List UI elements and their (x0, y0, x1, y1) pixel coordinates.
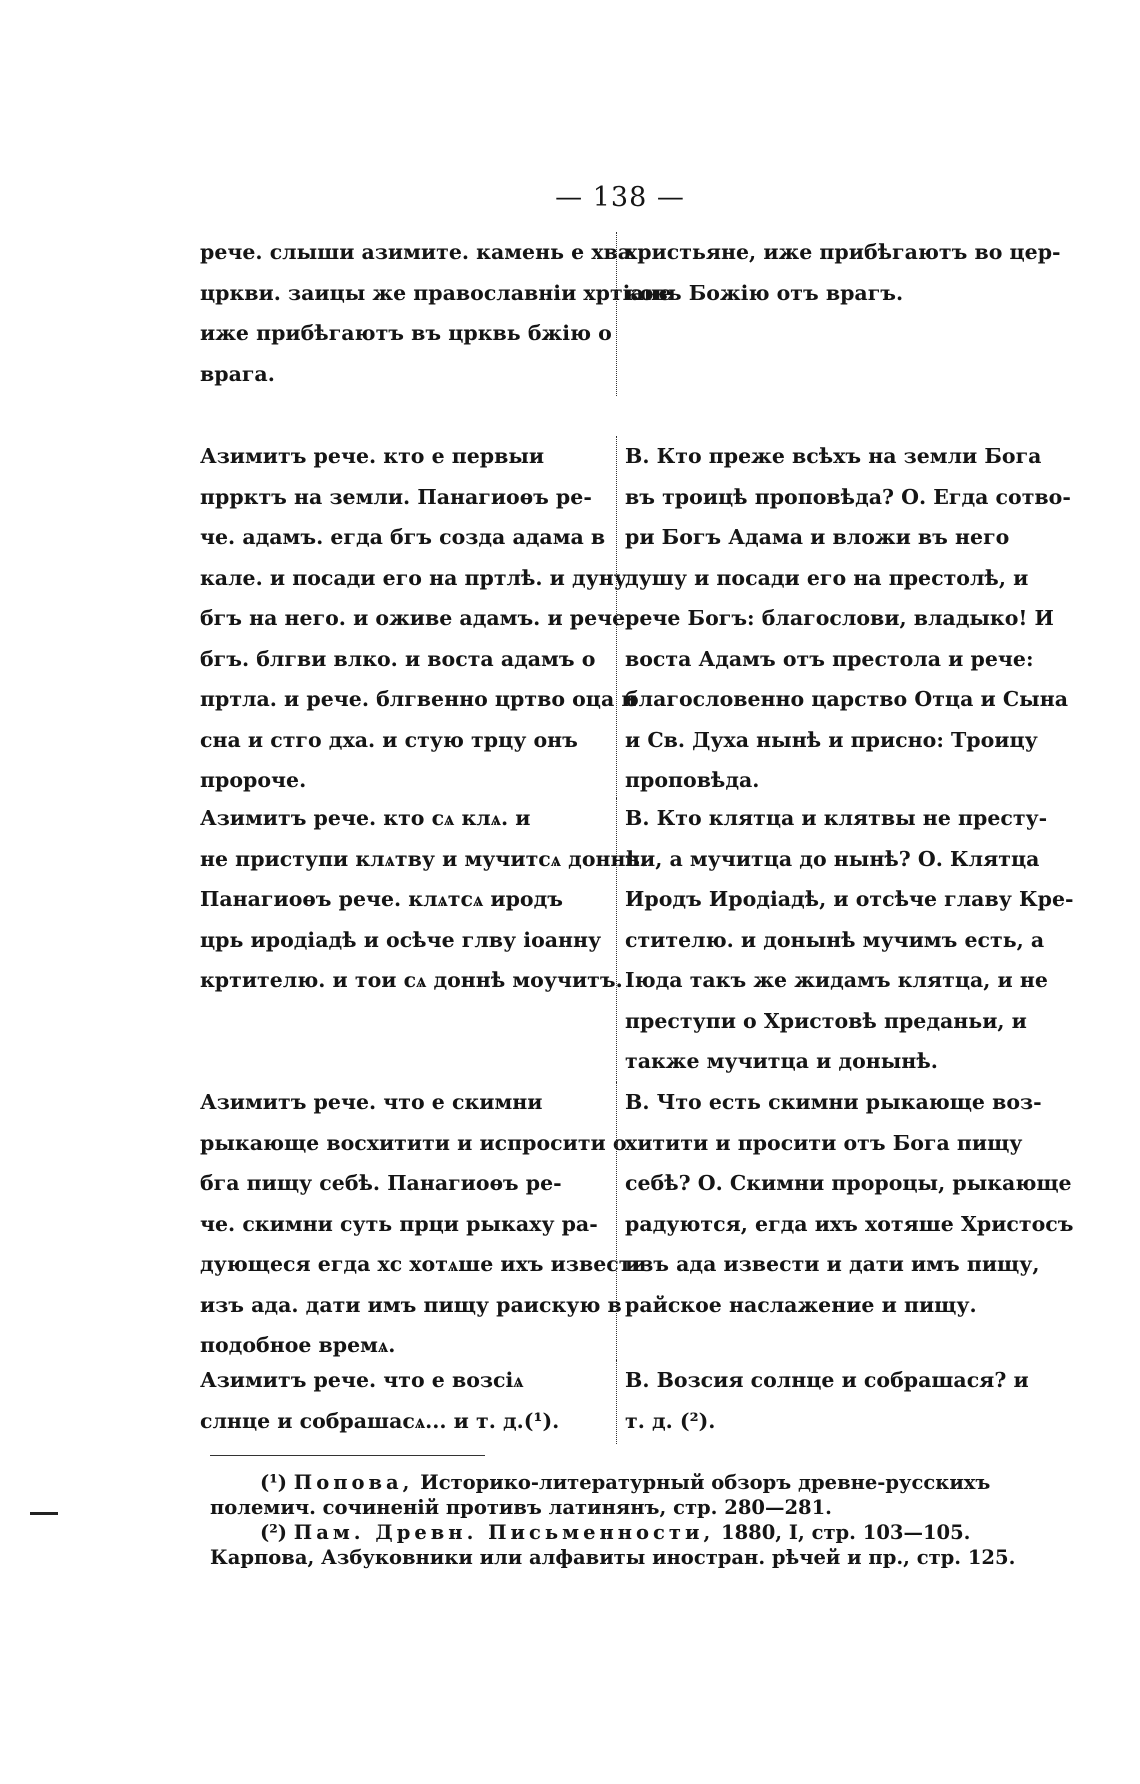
text-line: ковь Божію отъ врагъ. (625, 280, 904, 305)
text-line: кале. и посади его на пртлѣ. и дуну (200, 565, 627, 590)
text-line: че. скимни суть прци рыкаху ра- (200, 1211, 598, 1236)
translation-column (625, 1082, 1074, 1325)
text-line: В. Возсия солнце и собрашася? и (625, 1368, 1029, 1392)
old-text-column (200, 232, 672, 394)
text-line: ри Богъ Адама и вложи въ него (625, 525, 1010, 549)
text-line: дующеся егда хс хотѧше ихъ извести (200, 1252, 647, 1276)
text-line: бгъ на него. и оживе адамъ. и рече (200, 606, 626, 630)
old-text-column (200, 436, 637, 801)
text-line: црь иродіадѣ и осѣче глву іоанну (200, 927, 602, 952)
text-line: душу и посади его на престолѣ, и (625, 565, 1029, 590)
footnote-1 (210, 1470, 1030, 1520)
text-line: В. Кто клятца и клятвы не престу- (625, 806, 1048, 830)
text-section-5 (0, 1360, 1140, 1444)
text-line: иже прибѣгаютъ въ црквь бжію о (200, 321, 612, 345)
text-line: Іюда такъ же жидамъ клятца, и не (625, 968, 1048, 992)
text-section-1 (0, 232, 1140, 396)
footnote-marker: (¹) (260, 1471, 287, 1494)
text-line: себѣ? О. Скимни пророцы, рыкающе (625, 1171, 1072, 1195)
text-line: Азимитъ рече. что е скимни (200, 1090, 543, 1114)
text-line: пртла. и рече. блгвенно цртво оца и (200, 687, 637, 711)
text-line: кртителю. и тои сѧ доннѣ моучитъ. (200, 968, 623, 992)
text-line: рыкающе восхитити и испросити о (200, 1130, 627, 1155)
footnote-text: Историко-литературный обзоръ древне-русскихъ полемич. сочиненій противъ латинянъ, стр. 280—281. (210, 1471, 991, 1519)
text-line: благословенно царство Отца и Сына (625, 687, 1068, 711)
text-line: слнце и собрашасѧ... и т. д.(¹). (200, 1408, 560, 1433)
column-divider (616, 798, 617, 1084)
text-line: В. Что есть скимни рыкающе воз- (625, 1090, 1042, 1114)
text-line: бга пищу себѣ. Панагиоѳъ ре- (200, 1171, 562, 1195)
text-line: цркви. заицы же православніи хртіане (200, 280, 672, 305)
text-line: райское наслажение и пищу. (625, 1292, 977, 1317)
text-line: че. адамъ. егда бгъ созда адама в (200, 525, 606, 549)
text-line: Панагиоѳъ рече. клѧтсѧ иродъ (200, 887, 563, 911)
page-number: — 138 — (555, 182, 685, 213)
translation-column (625, 798, 1074, 1082)
old-text-column (200, 798, 648, 1001)
text-section-4 (0, 1082, 1140, 1368)
text-line: Азимитъ рече. кто е первыи (200, 444, 545, 468)
translation-column (625, 232, 1061, 313)
text-line: рече Богъ: благослови, владыко! И (625, 606, 1054, 630)
text-line: пррктъ на земли. Панагиоѳъ ре- (200, 484, 592, 509)
text-line: рече. слыши азимите. камень е хва (200, 240, 632, 264)
text-line: пророче. (200, 768, 307, 792)
footnote-marker: (²) (260, 1521, 287, 1544)
text-line: В. Кто преже всѣхъ на земли Бога (625, 444, 1042, 468)
footnote-author: Попова, (293, 1471, 414, 1494)
column-divider (616, 436, 617, 802)
translation-column (625, 1360, 1029, 1441)
text-line: бгъ. блгви влко. и воста адамъ о (200, 646, 596, 671)
text-line: христьяне, иже прибѣгаютъ во цер- (625, 240, 1061, 264)
text-line: врага. (200, 361, 275, 386)
text-line: проповѣда. (625, 768, 760, 792)
text-line: стителю. и донынѣ мучимъ есть, а (625, 927, 1045, 952)
column-divider (616, 232, 617, 396)
text-line: въ троицѣ проповѣда? О. Егда сотво- (625, 484, 1071, 509)
footnotes (210, 1470, 1030, 1570)
text-line: изъ ада. дати имъ пищу раискую в (200, 1292, 622, 1317)
old-text-column (200, 1360, 610, 1441)
text-section-3 (0, 798, 1140, 1084)
text-line: и Св. Духа нынѣ и присно: Троицу (625, 727, 1038, 752)
text-section-2 (0, 436, 1140, 802)
text-line: т. д. (²). (625, 1408, 716, 1433)
footnote-text: 1880, I, стр. 103—105. Карпова, Азбуковники или алфавиты иностран. рѣчей и пр., стр. 125. (210, 1521, 1016, 1569)
margin-dash (30, 1512, 58, 1515)
footnote-2 (210, 1520, 1030, 1570)
column-divider (616, 1360, 617, 1444)
text-line: не приступи клѧтву и мучитсѧ доннѣ. (200, 846, 648, 871)
text-line: такжe мучитца и донынѣ. (625, 1049, 938, 1073)
text-line: преступи о Христовѣ преданьи, и (625, 1008, 1027, 1033)
text-line: хитити и просити отъ Бога пищу (625, 1130, 1023, 1155)
footnote-author: Пам. Древн. Письменности, (293, 1521, 715, 1544)
text-line: радуются, егда ихъ хотяше Христосъ (625, 1211, 1074, 1236)
old-text-column (200, 1082, 647, 1366)
text-line: Азимитъ рече. что е возсіѧ (200, 1368, 524, 1392)
column-divider (616, 1082, 617, 1368)
footnote-separator (210, 1455, 485, 1456)
translation-column (625, 436, 1071, 801)
text-line: подобное времѧ. (200, 1333, 396, 1357)
text-line: пи, а мучитца до нынѣ? О. Клятца (625, 846, 1040, 871)
text-line: сна и стго дха. и стую трцу онъ (200, 727, 578, 752)
text-line: изъ ада извести и дати имъ пищу, (625, 1252, 1040, 1276)
text-line: воста Адамъ отъ престола и рече: (625, 646, 1034, 671)
text-line: Иродъ Иродіадѣ, и отсѣче главу Кре- (625, 887, 1074, 911)
text-line: Азимитъ рече. кто сѧ клѧ. и (200, 806, 531, 830)
